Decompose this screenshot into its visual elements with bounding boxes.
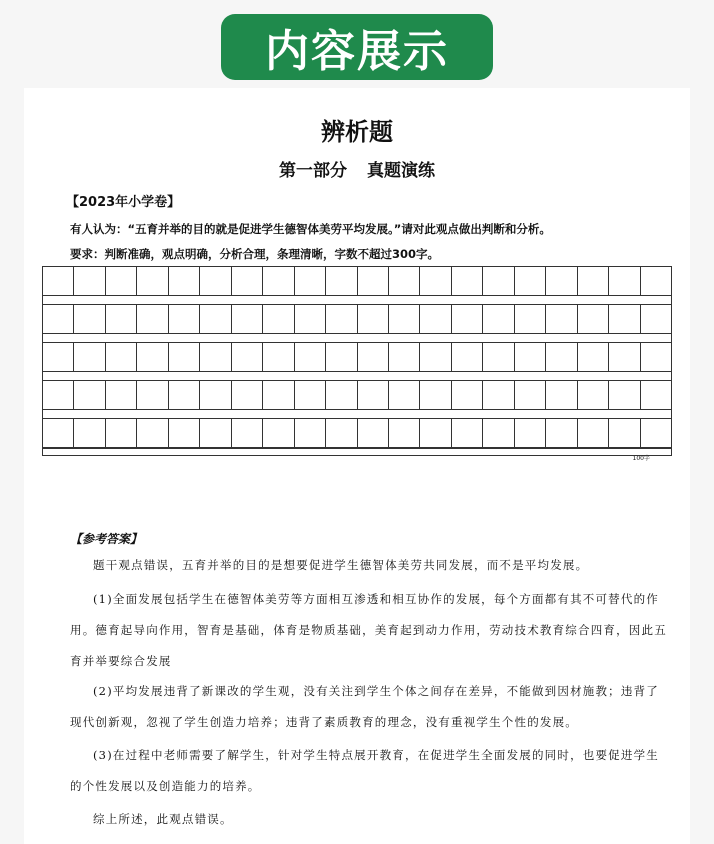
grid-cell [483, 267, 514, 295]
grid-cell [578, 305, 609, 333]
grid-cell [420, 267, 451, 295]
grid-cell [420, 381, 451, 409]
grid-cell [389, 381, 420, 409]
grid-cell [326, 267, 357, 295]
grid-cell [74, 343, 105, 371]
grid-cell [546, 381, 577, 409]
grid-cell [641, 267, 671, 295]
grid-cell [358, 419, 389, 447]
answer-paragraph: 综上所述，此观点错误。 [93, 812, 233, 826]
grid-cell [578, 419, 609, 447]
grid-cell [515, 305, 546, 333]
grid-cell [641, 419, 671, 447]
grid-spacer [42, 448, 672, 456]
grid-cell [420, 343, 451, 371]
grid-row [42, 418, 672, 448]
grid-cell [106, 343, 137, 371]
grid-cell [358, 381, 389, 409]
grid-cell [232, 267, 263, 295]
grid-cell [169, 381, 200, 409]
grid-cell [452, 419, 483, 447]
grid-cell [389, 305, 420, 333]
grid-cell [609, 267, 640, 295]
grid-cell [515, 381, 546, 409]
grid-spacer [42, 410, 672, 418]
grid-cell [295, 343, 326, 371]
word-count-label: 100字 [632, 455, 650, 462]
grid-cell [578, 343, 609, 371]
grid-cell [578, 267, 609, 295]
grid-cell [137, 343, 168, 371]
grid-cell [74, 267, 105, 295]
grid-cell [515, 267, 546, 295]
grid-cell [74, 381, 105, 409]
grid-cell [295, 381, 326, 409]
page-title: 辨析题 [321, 118, 393, 146]
grid-cell [74, 305, 105, 333]
grid-cell [641, 381, 671, 409]
grid-cell [295, 267, 326, 295]
grid-cell [389, 267, 420, 295]
grid-cell [452, 343, 483, 371]
grid-cell [452, 381, 483, 409]
grid-cell [452, 305, 483, 333]
grid-cell [326, 381, 357, 409]
grid-cell [106, 267, 137, 295]
grid-cell [609, 305, 640, 333]
grid-cell [358, 267, 389, 295]
grid-spacer [42, 372, 672, 380]
grid-cell [232, 381, 263, 409]
grid-cell [263, 343, 294, 371]
grid-cell [106, 305, 137, 333]
grid-cell [358, 343, 389, 371]
grid-cell [609, 343, 640, 371]
grid-row [42, 380, 672, 410]
grid-cell [263, 381, 294, 409]
answer-paragraph: (3)在过程中老师需要了解学生，针对学生特点展开教育，在促进学生全面发展的同时，也要促进学生的个性发展以及创造能力的培养。 [70, 748, 659, 793]
grid-cell [43, 381, 74, 409]
grid-spacer [42, 296, 672, 304]
grid-cell [232, 419, 263, 447]
answer-paragraph: 题干观点错误，五育并举的目的是想要促进学生德智体美劳共同发展，而不是平均发展。 [93, 558, 589, 572]
grid-cell [295, 419, 326, 447]
banner-label: 内容展示 [265, 26, 449, 77]
grid-cell [389, 343, 420, 371]
grid-cell [137, 305, 168, 333]
grid-cell [515, 343, 546, 371]
answer-grid [42, 266, 672, 460]
grid-cell [295, 305, 326, 333]
grid-cell [137, 381, 168, 409]
requirement-text: 要求：判断准确，观点明确，分析合理，条理清晰，字数不超过300字。 [70, 247, 440, 261]
grid-cell [263, 267, 294, 295]
grid-cell [200, 381, 231, 409]
grid-row [42, 266, 672, 296]
grid-row [42, 304, 672, 334]
grid-cell [546, 343, 577, 371]
grid-cell [358, 305, 389, 333]
page-subtitle: 第一部分 真题演练 [279, 161, 435, 181]
grid-cell [326, 343, 357, 371]
grid-cell [483, 381, 514, 409]
grid-cell [546, 305, 577, 333]
answer-heading: 【参考答案】 [70, 532, 143, 546]
grid-cell [609, 381, 640, 409]
grid-cell [452, 267, 483, 295]
grid-spacer [42, 334, 672, 342]
grid-cell [263, 419, 294, 447]
grid-cell [232, 305, 263, 333]
grid-cell [578, 381, 609, 409]
grid-cell [43, 267, 74, 295]
grid-cell [420, 305, 451, 333]
grid-cell [483, 343, 514, 371]
grid-cell [200, 267, 231, 295]
grid-cell [200, 419, 231, 447]
grid-row [42, 342, 672, 372]
grid-cell [483, 419, 514, 447]
grid-cell [641, 305, 671, 333]
grid-cell [389, 419, 420, 447]
grid-cell [137, 267, 168, 295]
grid-cell [169, 419, 200, 447]
grid-cell [326, 419, 357, 447]
grid-cell [43, 419, 74, 447]
grid-cell [74, 419, 105, 447]
answer-paragraph: (1)全面发展包括学生在德智体美劳等方面相互渗透和相互协作的发展，每个方面都有其不可替代的作用。德育起导向作用，智育是基础，体育是物质基础，美育起到动力作用，劳动技术教育综合四育，因此五育并举要综合发展 [70, 592, 667, 668]
grid-cell [483, 305, 514, 333]
grid-cell [546, 419, 577, 447]
grid-cell [232, 343, 263, 371]
grid-cell [609, 419, 640, 447]
grid-cell [106, 381, 137, 409]
grid-cell [169, 267, 200, 295]
question-text: 有人认为：“五育并举的目的就是促进学生德智体美劳平均发展。”请对此观点做出判断和分析。 [70, 222, 551, 236]
grid-cell [263, 305, 294, 333]
grid-cell [515, 419, 546, 447]
grid-cell [137, 419, 168, 447]
header-banner [221, 14, 493, 80]
exam-source: 【2023年小学卷】 [66, 195, 181, 210]
grid-cell [546, 267, 577, 295]
grid-cell [169, 305, 200, 333]
grid-cell [420, 419, 451, 447]
grid-cell [200, 343, 231, 371]
answer-paragraph: (2)平均发展违背了新课改的学生观，没有关注到学生个体之间存在差异，不能做到因材施教；违背了现代创新观，忽视了学生创造力培养；违背了素质教育的理念，没有重视学生个性的发展。 [70, 684, 659, 729]
grid-cell [169, 343, 200, 371]
grid-cell [326, 305, 357, 333]
grid-cell [43, 343, 74, 371]
grid-cell [43, 305, 74, 333]
grid-cell [106, 419, 137, 447]
grid-cell [200, 305, 231, 333]
grid-cell [641, 343, 671, 371]
